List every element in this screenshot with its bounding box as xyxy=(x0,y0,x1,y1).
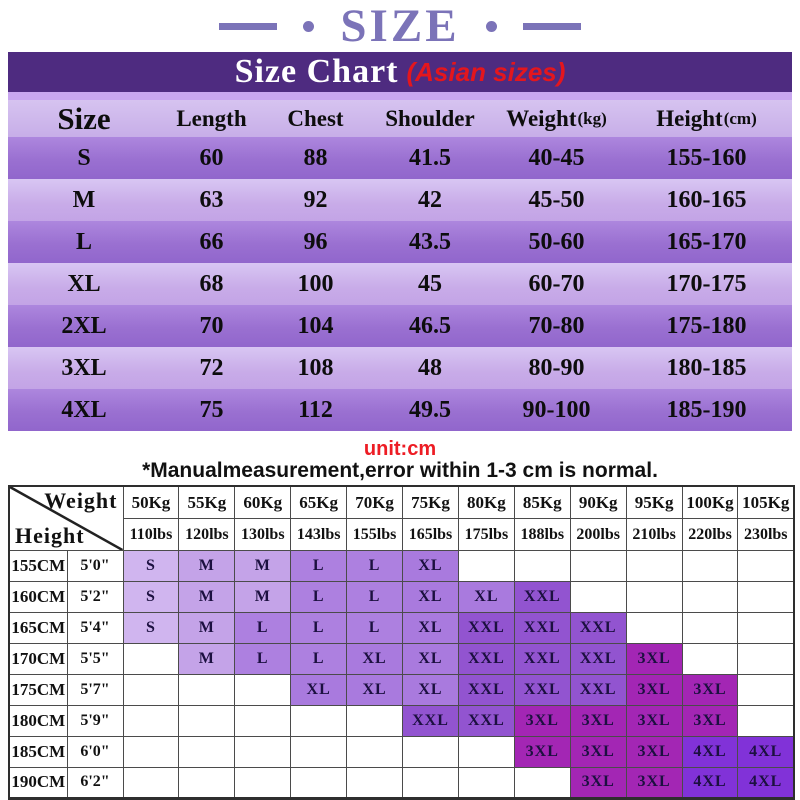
pounds-header: 130lbs xyxy=(235,519,291,551)
size-value: 60 xyxy=(199,144,224,171)
matrix-size-cell: XXL xyxy=(514,582,570,613)
matrix-size-cell: M xyxy=(179,551,235,582)
matrix-size-cell: 3XL xyxy=(514,737,570,768)
size-value: 170-175 xyxy=(666,270,747,297)
matrix-size-cell: L xyxy=(347,613,403,644)
pounds-header: 175lbs xyxy=(458,519,514,551)
matrix-size-cell: 4XL xyxy=(738,737,794,768)
matrix-empty-cell xyxy=(738,675,794,706)
matrix-size-cell: XL xyxy=(458,582,514,613)
matrix-size-cell: XXL xyxy=(514,675,570,706)
size-value: 88 xyxy=(303,144,328,171)
matrix-empty-cell xyxy=(235,675,291,706)
matrix-empty-cell xyxy=(291,768,347,799)
matrix-empty-cell xyxy=(458,768,514,799)
matrix-empty-cell xyxy=(738,582,794,613)
matrix-size-cell: M xyxy=(235,582,291,613)
size-value: 48 xyxy=(418,354,442,381)
right-dash-icon xyxy=(523,23,581,30)
corner-weight-label: Weight xyxy=(44,488,118,513)
matrix-size-cell: 3XL xyxy=(626,768,682,799)
matrix-empty-cell xyxy=(123,675,179,706)
matrix-empty-cell xyxy=(235,706,291,737)
matrix-empty-cell xyxy=(738,706,794,737)
weight-header: 85Kg xyxy=(514,486,570,519)
matrix-empty-cell xyxy=(347,768,403,799)
matrix-empty-cell xyxy=(738,551,794,582)
matrix-size-cell: XXL xyxy=(458,644,514,675)
size-value: 66 xyxy=(199,228,224,255)
size-row-xl xyxy=(8,263,792,305)
size-value: 90-100 xyxy=(522,396,591,423)
matrix-size-cell: S xyxy=(123,551,179,582)
matrix-size-cell: XXL xyxy=(458,706,514,737)
matrix-size-cell: XL xyxy=(291,675,347,706)
matrix-size-cell: 3XL xyxy=(626,737,682,768)
height-cm-label: 190CM xyxy=(9,768,67,799)
size-row-2xl xyxy=(8,305,792,347)
size-value: 180-185 xyxy=(666,354,747,381)
matrix-size-cell: 3XL xyxy=(514,706,570,737)
column-header-unit: (kg) xyxy=(577,108,607,128)
column-header-shoulder xyxy=(368,100,492,137)
size-value: 41.5 xyxy=(409,144,451,171)
asian-sizes-label: (Asian sizes) xyxy=(406,56,566,87)
matrix-empty-cell xyxy=(738,613,794,644)
size-value: 108 xyxy=(297,354,334,381)
matrix-row-170cm xyxy=(9,644,794,675)
pounds-header: 143lbs xyxy=(291,519,347,551)
matrix-size-cell: M xyxy=(235,551,291,582)
column-header-chest xyxy=(263,100,368,137)
matrix-size-cell: M xyxy=(179,644,235,675)
matrix-size-cell: XL xyxy=(403,675,459,706)
pounds-header: 230lbs xyxy=(738,519,794,551)
size-label: M xyxy=(72,186,96,213)
matrix-size-cell: XXL xyxy=(458,613,514,644)
measurement-note: *Manualmeasurement,error within 1-3 cm is normal. xyxy=(142,459,658,482)
column-header-height xyxy=(621,100,792,137)
height-ft-label: 6'2" xyxy=(67,768,123,799)
weight-header: 60Kg xyxy=(235,486,291,519)
matrix-empty-cell xyxy=(235,768,291,799)
matrix-size-cell: XXL xyxy=(403,706,459,737)
column-header-label: Height xyxy=(656,105,723,131)
weight-height-corner-cell xyxy=(9,486,123,551)
matrix-empty-cell xyxy=(123,644,179,675)
height-cm-label: 180CM xyxy=(9,706,67,737)
height-cm-label: 155CM xyxy=(9,551,67,582)
size-value: 75 xyxy=(199,396,224,423)
size-label: 2XL xyxy=(61,312,107,339)
top-size-heading xyxy=(0,0,800,52)
matrix-size-cell: L xyxy=(235,613,291,644)
matrix-size-cell: XXL xyxy=(458,675,514,706)
size-value: 165-170 xyxy=(666,228,747,255)
matrix-size-cell: XXL xyxy=(514,613,570,644)
matrix-lbs-header-row xyxy=(9,519,794,551)
left-dash-icon xyxy=(219,23,277,30)
column-header-label: Length xyxy=(176,105,247,131)
size-value: 160-165 xyxy=(666,186,747,213)
matrix-size-cell: 4XL xyxy=(682,768,738,799)
matrix-empty-cell xyxy=(458,551,514,582)
height-ft-label: 6'0" xyxy=(67,737,123,768)
matrix-size-cell: L xyxy=(235,644,291,675)
pounds-header: 200lbs xyxy=(570,519,626,551)
matrix-size-cell: L xyxy=(291,551,347,582)
matrix-empty-cell xyxy=(458,737,514,768)
size-heading-text: SIZE xyxy=(340,0,460,52)
size-row-3xl xyxy=(8,347,792,389)
size-value: 80-90 xyxy=(528,354,585,381)
size-value: 49.5 xyxy=(409,396,451,423)
pounds-header: 110lbs xyxy=(123,519,179,551)
pounds-header: 120lbs xyxy=(179,519,235,551)
matrix-empty-cell xyxy=(738,644,794,675)
weight-header: 100Kg xyxy=(682,486,738,519)
matrix-size-cell: 3XL xyxy=(682,675,738,706)
matrix-size-cell: L xyxy=(291,613,347,644)
matrix-size-cell: 4XL xyxy=(682,737,738,768)
height-ft-label: 5'4" xyxy=(67,613,123,644)
matrix-empty-cell xyxy=(179,768,235,799)
size-value: 70-80 xyxy=(528,312,585,339)
size-row-4xl xyxy=(8,389,792,431)
matrix-size-cell: 4XL xyxy=(738,768,794,799)
size-chart-title: Size Chart xyxy=(234,53,399,90)
matrix-size-cell: XL xyxy=(403,644,459,675)
matrix-empty-cell xyxy=(682,551,738,582)
column-header-label: Weight xyxy=(506,105,577,131)
matrix-size-cell: 3XL xyxy=(570,768,626,799)
matrix-size-cell: XL xyxy=(403,551,459,582)
matrix-empty-cell xyxy=(514,551,570,582)
matrix-empty-cell xyxy=(179,706,235,737)
pounds-header: 220lbs xyxy=(682,519,738,551)
matrix-size-cell: XL xyxy=(347,644,403,675)
height-ft-label: 5'7" xyxy=(67,675,123,706)
matrix-empty-cell xyxy=(626,613,682,644)
matrix-size-cell: 3XL xyxy=(626,644,682,675)
matrix-empty-cell xyxy=(570,551,626,582)
matrix-row-180cm xyxy=(9,706,794,737)
weight-header: 105Kg xyxy=(738,486,794,519)
matrix-size-cell: M xyxy=(179,582,235,613)
weight-header: 70Kg xyxy=(347,486,403,519)
size-value: 63 xyxy=(199,186,224,213)
matrix-size-cell: XXL xyxy=(570,675,626,706)
size-label: L xyxy=(75,228,92,255)
matrix-empty-cell xyxy=(291,737,347,768)
matrix-size-cell: 3XL xyxy=(570,737,626,768)
height-ft-label: 5'9" xyxy=(67,706,123,737)
size-value: 40-45 xyxy=(528,144,585,171)
matrix-size-cell: L xyxy=(291,582,347,613)
corner-height-label: Height xyxy=(15,523,85,548)
matrix-empty-cell xyxy=(682,644,738,675)
column-header-size xyxy=(8,100,160,137)
matrix-size-cell: L xyxy=(291,644,347,675)
matrix-empty-cell xyxy=(179,737,235,768)
size-value: 70 xyxy=(199,312,224,339)
column-header-label: Shoulder xyxy=(385,105,475,131)
column-header-weight xyxy=(492,100,621,137)
weight-header: 65Kg xyxy=(291,486,347,519)
size-value: 96 xyxy=(303,228,328,255)
height-ft-label: 5'2" xyxy=(67,582,123,613)
height-cm-label: 160CM xyxy=(9,582,67,613)
pounds-header: 188lbs xyxy=(514,519,570,551)
weight-header: 75Kg xyxy=(403,486,459,519)
matrix-empty-cell xyxy=(403,768,459,799)
size-value: 45 xyxy=(418,270,442,297)
size-value: 43.5 xyxy=(409,228,451,255)
matrix-row-160cm xyxy=(9,582,794,613)
size-value: 104 xyxy=(297,312,334,339)
banner-strip xyxy=(8,92,792,100)
matrix-empty-cell xyxy=(123,737,179,768)
matrix-size-cell: S xyxy=(123,582,179,613)
size-value: 45-50 xyxy=(528,186,585,213)
matrix-row-185cm xyxy=(9,737,794,768)
size-value: 155-160 xyxy=(666,144,747,171)
matrix-size-cell: XL xyxy=(403,582,459,613)
size-value: 42 xyxy=(418,186,442,213)
size-value: 100 xyxy=(297,270,334,297)
size-value: 92 xyxy=(303,186,328,213)
size-value: 50-60 xyxy=(528,228,585,255)
size-label: S xyxy=(77,144,91,171)
size-row-m xyxy=(8,179,792,221)
weight-header: 80Kg xyxy=(458,486,514,519)
matrix-size-cell: 3XL xyxy=(626,706,682,737)
column-header-length xyxy=(160,100,263,137)
matrix-size-cell: S xyxy=(123,613,179,644)
height-cm-label: 165CM xyxy=(9,613,67,644)
matrix-size-cell: M xyxy=(179,613,235,644)
matrix-empty-cell xyxy=(682,613,738,644)
height-cm-label: 185CM xyxy=(9,737,67,768)
column-header-label: Chest xyxy=(287,105,344,131)
matrix-size-cell: L xyxy=(347,551,403,582)
size-value: 185-190 xyxy=(666,396,747,423)
size-value: 112 xyxy=(298,396,333,423)
matrix-kg-header-row xyxy=(9,486,794,519)
height-ft-label: 5'5" xyxy=(67,644,123,675)
matrix-empty-cell xyxy=(403,737,459,768)
matrix-size-cell: XL xyxy=(403,613,459,644)
matrix-size-cell: XXL xyxy=(570,613,626,644)
matrix-size-cell: XL xyxy=(347,675,403,706)
size-label: 3XL xyxy=(61,354,107,381)
matrix-empty-cell xyxy=(570,582,626,613)
matrix-empty-cell xyxy=(514,768,570,799)
matrix-size-cell: 3XL xyxy=(682,706,738,737)
column-header-label: Size xyxy=(57,100,111,136)
height-weight-matrix xyxy=(8,485,795,800)
weight-header: 55Kg xyxy=(179,486,235,519)
matrix-size-cell: L xyxy=(347,582,403,613)
size-chart-banner xyxy=(8,52,792,92)
matrix-empty-cell xyxy=(235,737,291,768)
matrix-empty-cell xyxy=(179,675,235,706)
size-value: 72 xyxy=(199,354,224,381)
size-value: 46.5 xyxy=(409,312,451,339)
weight-header: 95Kg xyxy=(626,486,682,519)
matrix-row-190cm xyxy=(9,768,794,799)
size-row-l xyxy=(8,221,792,263)
matrix-row-165cm xyxy=(9,613,794,644)
weight-header: 50Kg xyxy=(123,486,179,519)
size-value: 175-180 xyxy=(666,312,747,339)
pounds-header: 165lbs xyxy=(403,519,459,551)
matrix-empty-cell xyxy=(682,582,738,613)
size-label: XL xyxy=(67,270,101,297)
left-dot-icon xyxy=(303,21,314,32)
size-row-s xyxy=(8,137,792,179)
size-label: 4XL xyxy=(61,396,107,423)
height-cm-label: 170CM xyxy=(9,644,67,675)
size-table xyxy=(8,100,792,431)
right-dot-icon xyxy=(486,21,497,32)
matrix-empty-cell xyxy=(291,706,347,737)
matrix-size-cell: 3XL xyxy=(570,706,626,737)
matrix-empty-cell xyxy=(123,706,179,737)
matrix-empty-cell xyxy=(626,582,682,613)
size-value: 68 xyxy=(199,270,224,297)
height-ft-label: 5'0" xyxy=(67,551,123,582)
height-cm-label: 175CM xyxy=(9,675,67,706)
matrix-empty-cell xyxy=(347,706,403,737)
matrix-row-175cm xyxy=(9,675,794,706)
unit-note: unit:cm xyxy=(363,438,437,460)
pounds-header: 155lbs xyxy=(347,519,403,551)
matrix-size-cell: 3XL xyxy=(626,675,682,706)
matrix-empty-cell xyxy=(626,551,682,582)
matrix-row-155cm xyxy=(9,551,794,582)
pounds-header: 210lbs xyxy=(626,519,682,551)
matrix-size-cell: XXL xyxy=(514,644,570,675)
size-table-header-row xyxy=(8,100,792,137)
weight-header: 90Kg xyxy=(570,486,626,519)
matrix-size-cell: XXL xyxy=(570,644,626,675)
matrix-empty-cell xyxy=(123,768,179,799)
size-value: 60-70 xyxy=(528,270,585,297)
matrix-empty-cell xyxy=(347,737,403,768)
column-header-unit: (cm) xyxy=(723,108,757,128)
